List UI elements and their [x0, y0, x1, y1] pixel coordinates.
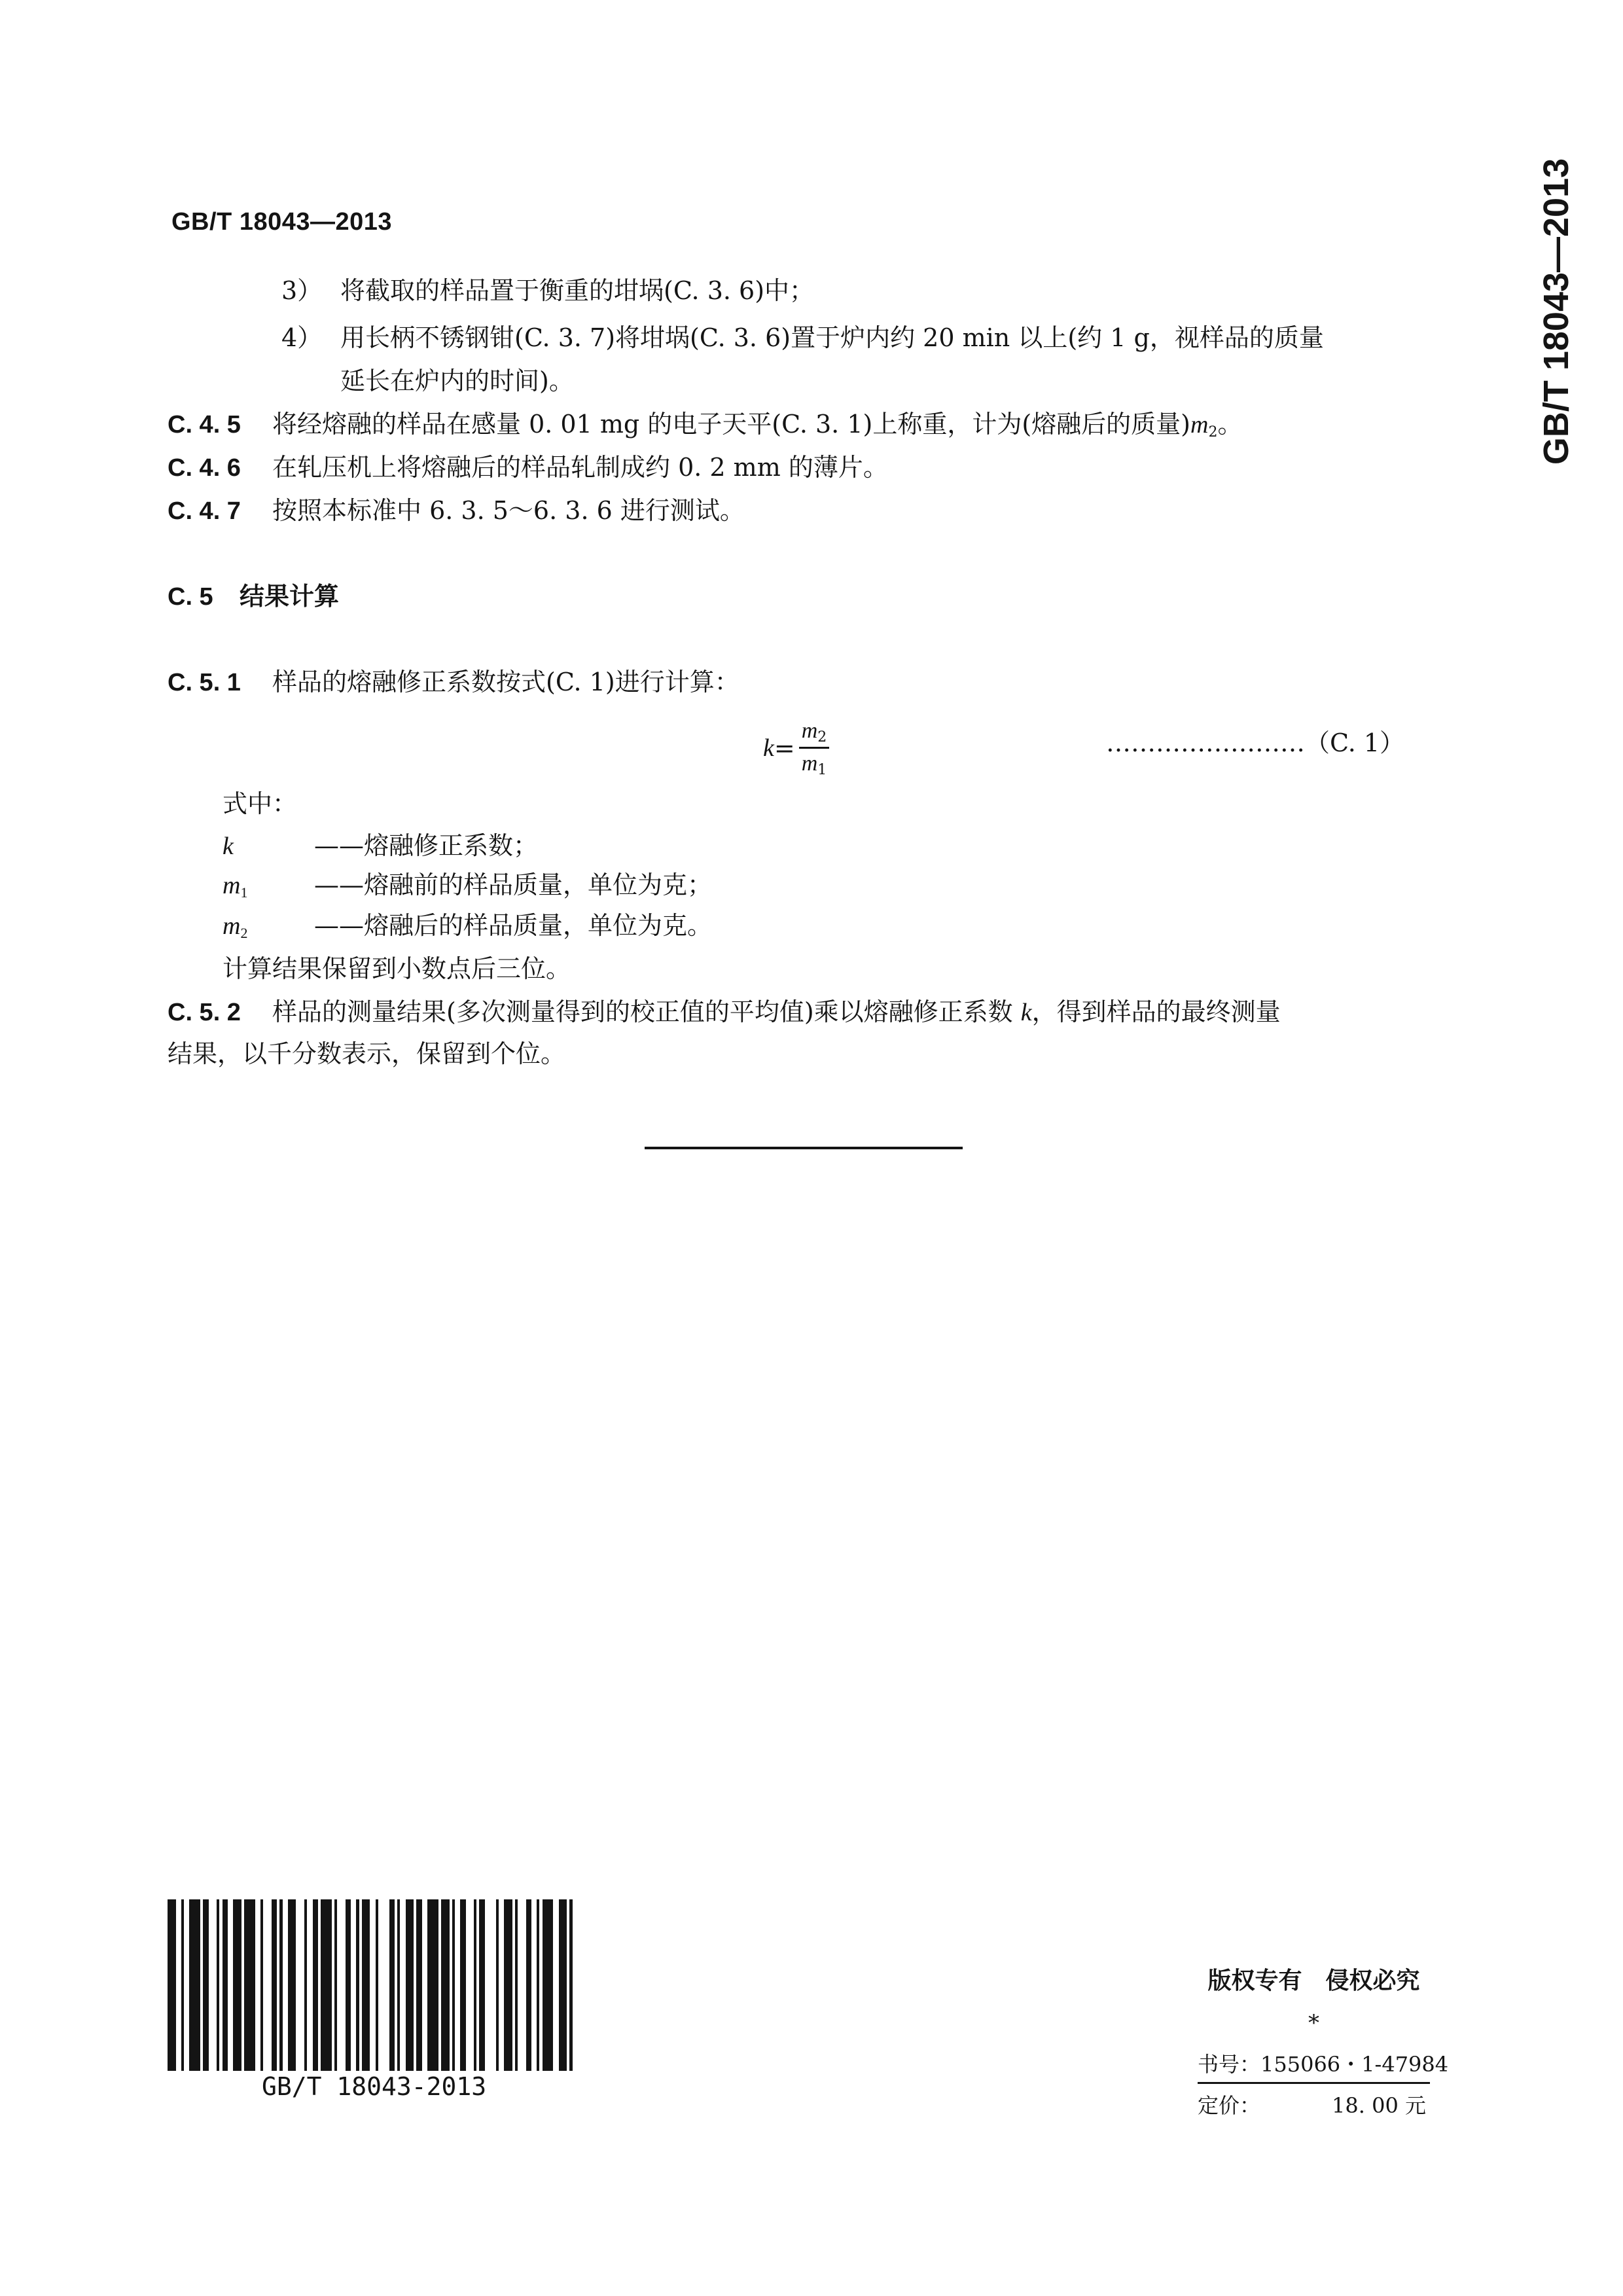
step-4-continued: 延长在炉内的时间)。	[340, 367, 574, 395]
barcode-space	[255, 1899, 260, 2071]
copyright-notice: 版权专有 侵权必究	[1207, 1967, 1420, 1994]
price-value: 18. 00 元	[1332, 2093, 1426, 2118]
barcode-space	[351, 1899, 356, 2071]
where-item-k	[223, 831, 538, 862]
section-title: 结果计算	[240, 581, 340, 611]
step-text: 将截取的样品置于衡重的坩埚(C. 3. 6)中；	[340, 276, 815, 305]
formula-numerator	[799, 717, 830, 749]
barcode-bar	[223, 1899, 228, 2071]
publication-info	[1198, 1962, 1449, 2119]
clause-number: C. 5. 2	[168, 999, 241, 1026]
barcode-space	[553, 1899, 558, 2071]
where-item-m1	[223, 870, 712, 901]
barcode-bar	[189, 1899, 200, 2071]
where-description: ——熔融前的样品质量，单位为克；	[314, 870, 713, 899]
barcode-space	[455, 1899, 460, 2071]
formula-label: ……………………（C. 1）	[1106, 728, 1405, 757]
variable-subscript: 2	[1208, 424, 1218, 440]
barcode-text: GB/T 18043-2013	[262, 2072, 487, 2101]
barcode-bar	[203, 1899, 208, 2071]
barcode-space	[531, 1899, 537, 2071]
barcode-bar	[526, 1899, 531, 2071]
result-precision-note: 计算结果保留到小数点后三位。	[223, 954, 571, 983]
barcode-bar	[244, 1899, 255, 2071]
barcode-bar	[460, 1899, 465, 2071]
clause-c-4-7	[168, 496, 745, 527]
barcode-space	[370, 1899, 375, 2071]
clause-text-end: ，得到样品的最终测量	[1031, 997, 1281, 1026]
price-line	[1198, 2089, 1430, 2119]
step-4	[281, 323, 1324, 353]
clause-text: 样品的测量结果(多次测量得到的校正值的平均值)乘以熔融修正系数	[272, 997, 1021, 1026]
barcode-space	[499, 1899, 504, 2071]
barcode-bar	[362, 1899, 370, 2071]
where-item-m2	[223, 911, 712, 942]
barcode-bar	[389, 1899, 395, 2071]
barcode-space	[263, 1899, 272, 2071]
barcode-bar	[504, 1899, 512, 2071]
barcode-space	[337, 1899, 346, 2071]
barcode-space	[378, 1899, 389, 2071]
barcode-space	[518, 1899, 526, 2071]
numerator-subscript: 2	[817, 729, 827, 745]
barcode-space	[466, 1899, 474, 2071]
step-text: 用长柄不锈钢钳(C. 3. 7)将坩埚(C. 3. 6)置于炉内约 20 min 以上(约 1 g，视样品的质量	[340, 323, 1324, 352]
variable-letter: m	[223, 872, 241, 899]
barcode-space	[228, 1899, 233, 2071]
step-number: 3）	[281, 276, 323, 305]
variable-m: m	[1190, 411, 1209, 439]
barcode-bar	[479, 1899, 484, 2071]
section-number: C. 5	[168, 583, 213, 611]
clause-text: 在轧压机上将熔融后的样品轧制成约 0. 2 mm 的薄片。	[272, 453, 888, 482]
clause-number: C. 4. 7	[168, 497, 241, 525]
variable-letter: k	[223, 833, 234, 860]
barcode-space	[184, 1899, 189, 2071]
barcode-bar	[288, 1899, 296, 2071]
clause-text: 样品的熔融修正系数按式(C. 1)进行计算：	[272, 668, 740, 696]
standard-code-header: GB/T 18043—2013	[171, 208, 393, 236]
clause-number: C. 5. 1	[168, 669, 241, 696]
formula-equals: =	[774, 733, 795, 762]
barcode-space	[283, 1899, 288, 2071]
formula-fraction	[799, 717, 830, 778]
where-intro: 式中：	[223, 789, 298, 818]
where-variable	[223, 832, 314, 862]
clause-text: 将经熔融的样品在感量 0. 01 mg 的电子天平(C. 3. 1)上称重，计为(熔融后的质量)	[272, 410, 1190, 439]
barcode-bar	[233, 1899, 241, 2071]
barcode	[168, 1899, 579, 2071]
variable-k: k	[1020, 999, 1032, 1026]
clause-tail: 。	[1217, 410, 1243, 439]
numerator-variable: m	[801, 719, 818, 743]
barcode-bar	[346, 1899, 351, 2071]
barcode-bar	[313, 1899, 318, 2071]
barcode-bar	[559, 1899, 567, 2071]
clause-c-5-2-continued: 结果，以千分数表示，保留到个位。	[168, 1039, 566, 1068]
where-description: ——熔融后的样品质量，单位为克。	[314, 911, 713, 940]
step-3	[281, 276, 814, 306]
barcode-space	[400, 1899, 405, 2071]
barcode-space	[307, 1899, 312, 2071]
clause-c-5-2	[168, 997, 1281, 1028]
barcode-space	[176, 1899, 181, 2071]
variable-subscript: 1	[240, 884, 248, 901]
formula-lhs: k	[763, 734, 774, 762]
step-number: 4）	[281, 323, 323, 352]
barcode-space	[485, 1899, 496, 2071]
price-label: 定价：	[1198, 2093, 1261, 2118]
clause-number: C. 4. 5	[168, 411, 241, 439]
where-description: ——熔融修正系数；	[314, 831, 539, 860]
side-standard-code-text: GB/T 18043—2013	[1537, 158, 1576, 465]
barcode-bar	[427, 1899, 438, 2071]
section-heading	[168, 581, 339, 613]
barcode-space	[422, 1899, 427, 2071]
barcode-bar	[168, 1899, 176, 2071]
barcode-bar	[543, 1899, 554, 2071]
barcode-bar	[406, 1899, 414, 2071]
denominator-subscript: 1	[817, 762, 827, 778]
book-number: 书号：155066・1-47984	[1198, 2048, 1430, 2084]
variable-letter: m	[223, 912, 241, 940]
formula-denominator	[799, 749, 830, 778]
barcode-space	[296, 1899, 304, 2071]
barcode-bar	[441, 1899, 450, 2071]
barcode-bar	[272, 1899, 277, 2071]
variable-subscript: 2	[240, 925, 248, 941]
end-rule	[645, 1147, 963, 1149]
where-variable	[223, 871, 314, 901]
clause-c-4-5	[168, 410, 1242, 441]
barcode-space	[573, 1899, 578, 2071]
formula-c-1	[763, 717, 829, 778]
barcode-space	[209, 1899, 217, 2071]
clause-text: 按照本标准中 6. 3. 5～6. 3. 6 进行测试。	[272, 496, 745, 525]
clause-number: C. 4. 6	[168, 454, 241, 482]
barcode-bar	[321, 1899, 332, 2071]
star-mark: *	[1308, 2010, 1319, 2036]
clause-c-4-6	[168, 453, 888, 484]
where-variable	[223, 912, 314, 942]
denominator-variable: m	[801, 751, 818, 776]
barcode-bar	[416, 1899, 421, 2071]
clause-c-5-1	[168, 668, 740, 698]
